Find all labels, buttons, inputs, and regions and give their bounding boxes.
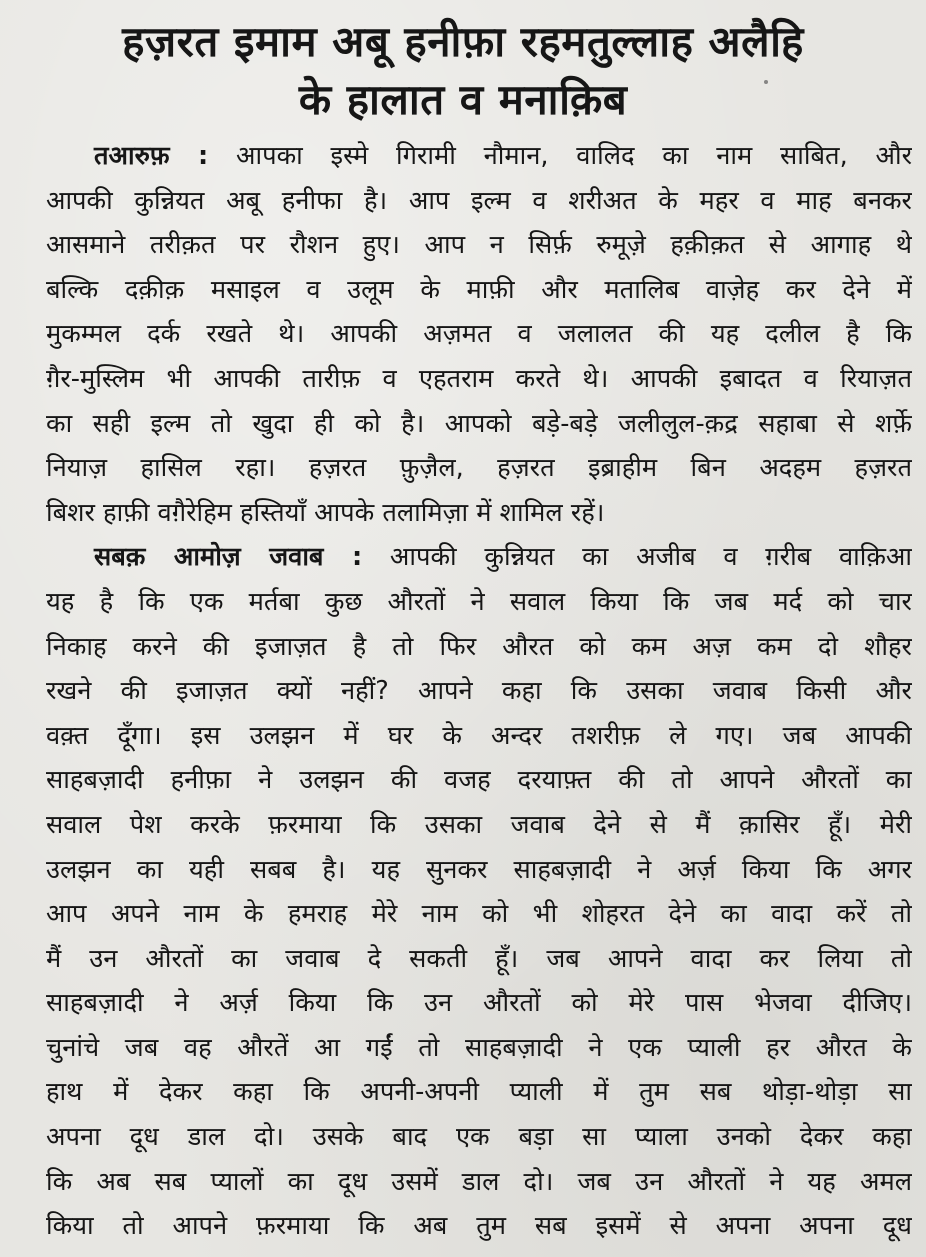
- text-line: आप अपने नाम के हमराह मेरे नाम को भी शोहरत देने का वादा करें तो: [46, 899, 912, 930]
- text-line: वक़्त दूँगा। इस उलझन में घर के अन्दर तशरीफ़ ले गए। जब आपकी: [46, 720, 912, 751]
- text-line: यह है कि एक मर्तबा कुछ औरतों ने सवाल किया कि जब मर्द को चार: [46, 586, 912, 617]
- text-line: कि अब सब प्यालों का दूध उसमें डाल दो। जब उन औरतों ने यह अमल: [46, 1166, 912, 1197]
- text-line: रखने की इजाज़त क्यों नहीं? आपने कहा कि उसका जवाब किसी और: [46, 676, 912, 707]
- text-line: अपना दूध डाल दो। उसके बाद एक बड़ा सा प्याला उनको देकर कहा: [46, 1122, 912, 1153]
- text-line: सवाल पेश करके फ़रमाया कि उसका जवाब देने से मैं क़ासिर हूँ। मेरी: [46, 809, 912, 840]
- text-line: हाथ में देकर कहा कि अपनी-अपनी प्याली में तुम सब थोड़ा-थोड़ा सा: [46, 1077, 912, 1108]
- text-line: ग़ैर-मुस्लिम भी आपकी तारीफ़ व एहतराम करते थे। आपकी इबादत व रियाज़त: [46, 363, 912, 394]
- section-heading-answer: सबक़ आमोज़ जवाब :: [94, 542, 363, 573]
- text-line: निकाह करने की इजाज़त है तो फिर औरत को कम अज़ कम दो शौहर: [46, 631, 912, 662]
- line-text: आपकी कुन्नियत का अजीब व ग़रीब वाक़िआ: [389, 542, 912, 573]
- text-line: मुकम्मल दर्क रखते थे। आपकी अज़मत व जलालत की यह दलील है कि: [46, 319, 912, 350]
- text-line: किया तो आपने फ़रमाया कि अब तुम सब इसमें से अपना अपना दूध: [46, 1211, 912, 1242]
- text-line: आसमाने तरीक़त पर रौशन हुए। आप न सिर्फ़ रुमूज़े हक़ीक़त से आगाह थे: [46, 230, 912, 261]
- text-line: मैं उन औरतों का जवाब दे सकती हूँ। जब आपने वादा कर लिया तो: [46, 943, 912, 974]
- text-line: उलझन का यही सबब है। यह सुनकर साहबज़ादी ने अर्ज़ किया कि अगर: [46, 854, 912, 885]
- page-title-line-1: हज़रत इमाम अबू हनीफ़ा रहमतुल्लाह अलैहि: [122, 17, 804, 66]
- section-heading-intro: तआरुफ़ :: [94, 141, 209, 171]
- text-line: [46, 134, 912, 179]
- line-text: आपका इस्मे गिरामी नौमान, वालिद का नाम साबित, और: [236, 141, 912, 171]
- text-line: चुनांचे जब वह औरतें आ गईं तो साहबज़ादी ने एक प्याली हर औरत के: [46, 1032, 912, 1063]
- text-line: [46, 535, 912, 580]
- text-line: का सही इल्म तो खुदा ही को है। आपको बड़े-बड़े जलीलुल-क़द्र सहाबा से शर्फ़े: [46, 408, 912, 439]
- text-line: साहबज़ादी हनीफ़ा ने उलझन की वजह दरयाफ़्त की तो आपने औरतों का: [46, 765, 912, 796]
- text-line: बल्कि दक़ीक़ मसाइल व उलूम के माफ़ी और मतालिब वाज़ेह कर देने में: [46, 274, 912, 305]
- text-line: बिशर हाफ़ी वग़ैरेहिम हस्तियाँ आपके तलामिज़ा में शामिल रहें।: [46, 497, 605, 528]
- text-line: साहबज़ादी ने अर्ज़ किया कि उन औरतों को मेरे पास भेजवा दीजिए।: [46, 988, 912, 1019]
- page-title-line-2: के हालात व मनाक़िब: [298, 75, 628, 124]
- print-speck: [764, 80, 768, 84]
- text-line: नियाज़ हासिल रहा। हज़रत फ़ुज़ैल, हज़रत इब्राहीम बिन अदहम हज़रत: [46, 453, 912, 484]
- article-body: [46, 134, 912, 1249]
- text-line: आपकी कुन्नियत अबू हनीफा है। आप इल्म व शरीअत के महर व माह बनकर: [46, 185, 912, 216]
